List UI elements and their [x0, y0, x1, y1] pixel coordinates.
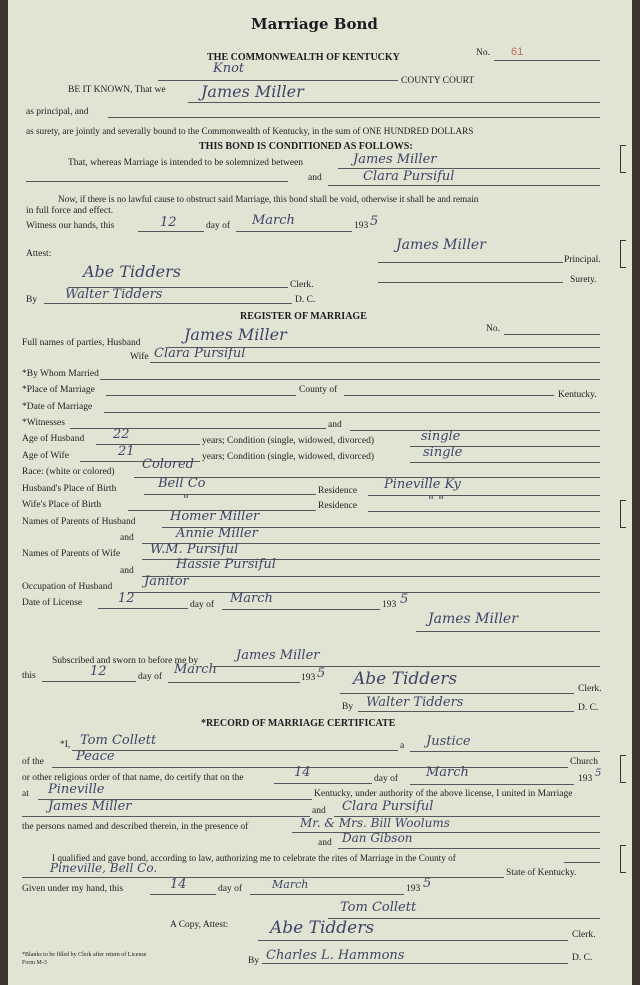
wife-full-name: Clara Pursiful: [154, 346, 246, 361]
rule: [22, 877, 504, 878]
principal-name: James Miller: [201, 82, 304, 101]
license-day-of: day of: [190, 600, 215, 610]
husband-residence-value: Pineville Ky: [384, 477, 461, 492]
surety-label: Surety.: [570, 275, 597, 285]
state-of-kentucky: State of Kentucky.: [506, 868, 577, 878]
mother-husband: Annie Miller: [176, 526, 258, 541]
parents-wife-label: Names of Parents of Wife: [22, 549, 121, 559]
occupation-value: Janitor: [144, 574, 189, 589]
margin-tab: [620, 755, 626, 783]
parents-husband-and: and: [120, 533, 134, 543]
mother-wife: Hassie Pursiful: [176, 557, 276, 572]
subscribed-year: 5: [317, 666, 326, 681]
license-day: 12: [118, 591, 135, 606]
kentucky-under-text: Kentucky, under authority of the above license, I united in Marriage: [314, 789, 573, 799]
cert-year-prefix: 193: [578, 774, 593, 784]
certificate-by-label: By: [248, 956, 260, 966]
form-number: Form M-3: [22, 960, 47, 966]
license-month: March: [230, 591, 273, 606]
church-label: Church: [570, 757, 598, 767]
register-clerk-signature: Abe Tidders: [353, 669, 458, 689]
rule: [258, 940, 568, 941]
kentucky-label: Kentucky.: [558, 390, 597, 400]
as-principal-text: as principal, and: [26, 107, 89, 117]
given-month: March: [272, 878, 309, 891]
united-and: and: [312, 806, 326, 816]
rule: [138, 231, 204, 232]
wife-birth-value: ": [183, 493, 189, 508]
age-wife-value: 21: [118, 444, 135, 459]
given-year-prefix: 193: [406, 884, 421, 894]
copy-attest-label: A Copy, Attest:: [170, 920, 229, 930]
rule: [98, 608, 188, 609]
clerk-label: Clerk.: [290, 280, 314, 290]
rule: [158, 80, 398, 81]
witness-1: Mr. & Mrs. Bill Woolums: [300, 816, 450, 830]
witness-2: Dan Gibson: [342, 831, 413, 845]
race-value: Colored: [142, 457, 194, 472]
county-of-label: County of: [299, 385, 338, 395]
rule: [504, 334, 600, 335]
rule: [344, 395, 554, 396]
husband-residence-label: Residence: [318, 486, 358, 496]
rule: [292, 832, 600, 833]
rule: [378, 262, 563, 263]
rule: [168, 682, 300, 683]
rule: [358, 711, 574, 712]
rule: [222, 609, 380, 610]
subscribed-name: James Miller: [236, 648, 320, 663]
rule: [368, 511, 600, 512]
rule: [236, 231, 352, 232]
certificate-clerk-signature: Abe Tidders: [270, 918, 375, 938]
qualified-text: I qualified and gave bond, according to law, authorizing me to celebrate the rites of Marriage in the County of: [52, 853, 456, 863]
rule: [378, 282, 563, 283]
rule: [150, 894, 216, 895]
rule: [70, 428, 326, 429]
occupation-label: Occupation of Husband: [22, 582, 113, 592]
attest-label: Attest:: [26, 249, 52, 259]
witness-hands-text: Witness our hands, this: [26, 221, 115, 231]
register-no-label: No.: [486, 324, 500, 334]
witness-and: and: [318, 838, 332, 848]
rule: [350, 430, 600, 431]
of-value: Peace: [76, 749, 115, 764]
rule: [106, 395, 296, 396]
dc-label: D. C.: [295, 295, 316, 305]
age-husband-value: 22: [113, 427, 130, 442]
wife-label: Wife: [130, 352, 149, 362]
rule: [150, 362, 600, 363]
county-court-label: COUNTY COURT: [401, 76, 475, 86]
rule: [564, 862, 600, 863]
document-title: Marriage Bond: [251, 15, 378, 33]
rule: [410, 784, 574, 785]
rule: [96, 444, 200, 445]
rule: [328, 185, 600, 186]
rule: [142, 576, 600, 577]
certificate-clerk-label: Clerk.: [572, 930, 596, 940]
subscribed-day-of: day of: [138, 672, 163, 682]
subscribed-month: March: [174, 662, 217, 677]
margin-tab: [620, 845, 626, 873]
rule: [72, 750, 398, 751]
party1-name: James Miller: [353, 152, 437, 167]
certificate-heading: *RECORD OF MARRIAGE CERTIFICATE: [201, 718, 396, 729]
wife-condition: single: [423, 445, 463, 460]
rule: [26, 181, 288, 182]
rule: [338, 848, 600, 849]
father-husband: Homer Miller: [170, 509, 260, 524]
cert-day: 14: [294, 765, 311, 780]
officiant-signature: Tom Collett: [340, 900, 417, 915]
whereas-text: That, whereas Marriage is intended to be solemnized between: [68, 158, 304, 168]
year-prefix: 193: [354, 221, 369, 231]
margin-tab: [620, 145, 626, 173]
cert-i-label: *I,: [60, 740, 71, 750]
margin-tab: [620, 240, 626, 268]
wife-birth-label: Wife's Place of Birth: [22, 500, 102, 510]
register-deputy-signature: Walter Tidders: [366, 695, 464, 710]
husband-birth-label: Husband's Place of Birth: [22, 484, 117, 494]
register-clerk-label: Clerk.: [578, 684, 602, 694]
groom-name: James Miller: [48, 799, 132, 814]
witnesses-and: and: [328, 420, 342, 430]
cert-day-of: day of: [374, 774, 399, 784]
footnote: *Blanks to be filled by Clerk after return of License: [22, 952, 147, 958]
now-if-text: Now, if there is no lawful cause to obstruct said Marriage, this bond shall be void, otherwise it shall be and remain: [58, 194, 479, 204]
bond-number-value: 61: [511, 46, 524, 58]
subscribed-this: this: [22, 671, 36, 681]
certificate-dc-label: D. C.: [572, 953, 593, 963]
bond-year: 5: [370, 214, 379, 229]
rule: [494, 60, 600, 61]
license-signature: James Miller: [428, 611, 518, 627]
county-of-celebration: Pineville, Bell Co.: [50, 861, 158, 875]
as-surety-text: as surety, are jointly and severally bound to the Commonwealth of Kentucky, in the sum of ONE HUNDRED DOLLARS: [26, 126, 474, 136]
of-the-label: of the: [22, 757, 44, 767]
license-year: 5: [400, 592, 409, 607]
cert-at-label: at: [22, 789, 29, 799]
bond-day: 12: [160, 215, 177, 230]
officiant-name: Tom Collett: [80, 733, 157, 748]
day-of-text: day of: [206, 221, 231, 231]
rule: [416, 631, 600, 632]
certificate-deputy-signature: Charles L. Hammons: [266, 948, 405, 963]
date-of-marriage-label: *Date of Marriage: [22, 402, 93, 412]
rule: [108, 117, 600, 118]
wife-residence-label: Residence: [318, 501, 358, 511]
register-by-label: By: [342, 702, 354, 712]
given-day: 14: [170, 877, 187, 892]
witnesses-label: *Witnesses: [22, 418, 65, 428]
condition-label-husband: years; Condition (single, widowed, divorced): [202, 436, 375, 446]
husband-full-name-label: Full names of parties, Husband: [22, 338, 141, 348]
rule: [104, 412, 600, 413]
rule: [368, 495, 600, 496]
place-label: *Place of Marriage: [22, 385, 95, 395]
subscribed-year-prefix: 193: [301, 673, 316, 683]
given-day-of: day of: [218, 884, 243, 894]
age-wife-label: Age of Wife: [22, 451, 69, 461]
margin-tab: [620, 500, 626, 528]
rule: [144, 494, 316, 495]
clerk-signature: Abe Tidders: [83, 262, 181, 281]
persons-named-text: the persons named and described therein, in the presence of: [22, 822, 249, 832]
given-under-text: Given under my hand, this: [22, 884, 124, 894]
register-dc-label: D. C.: [578, 703, 599, 713]
rule: [340, 693, 574, 694]
commonwealth-heading: THE COMMONWEALTH OF KENTUCKY: [207, 52, 400, 63]
conditioned-heading: THIS BOND IS CONDITIONED AS FOLLOWS:: [199, 141, 413, 152]
rule: [128, 592, 600, 593]
bond-number-label: No.: [476, 48, 490, 58]
rule: [214, 666, 600, 667]
subscribed-day: 12: [90, 664, 107, 679]
party2-name: Clara Pursiful: [363, 169, 455, 184]
religious-order-text: or other religious order of that name, do certify that on the: [22, 773, 244, 783]
in-force-text: in full force and effect.: [26, 206, 114, 216]
parents-wife-and: and: [120, 566, 134, 576]
husband-condition: single: [421, 429, 461, 444]
rule: [44, 303, 292, 304]
father-wife: W.M. Pursiful: [150, 542, 239, 557]
deputy-signature: Walter Tidders: [65, 287, 163, 302]
bride-name: Clara Pursiful: [342, 799, 434, 814]
license-year-prefix: 193: [382, 600, 397, 610]
rule: [410, 751, 600, 752]
county-value: Knot: [213, 61, 245, 76]
race-label: Race: (white or colored): [22, 467, 115, 477]
bond-month: March: [252, 213, 295, 228]
cert-place: Pineville: [48, 782, 105, 797]
rule: [22, 816, 310, 817]
and-text: and: [308, 173, 322, 183]
rule: [42, 681, 136, 682]
officiant-title: Justice: [426, 734, 471, 749]
subscribed-text: Subscribed and sworn to before me by: [52, 656, 199, 666]
register-heading: REGISTER OF MARRIAGE: [240, 311, 367, 322]
be-it-known-text: BE IT KNOWN, That we: [68, 85, 166, 95]
cert-month: March: [426, 765, 469, 780]
rule: [100, 379, 600, 380]
husband-full-name: James Miller: [184, 325, 287, 344]
husband-birth-value: Bell Co: [158, 476, 206, 491]
date-license-label: Date of License: [22, 598, 83, 608]
cert-year: 5: [595, 768, 602, 779]
by-whom-label: *By Whom Married: [22, 369, 99, 379]
age-husband-label: Age of Husband: [22, 434, 85, 444]
condition-label-wife: years; Condition (single, widowed, divorced): [202, 452, 375, 462]
marriage-bond-document: [8, 0, 632, 985]
rule: [274, 783, 372, 784]
rule: [250, 894, 404, 895]
rule: [410, 462, 600, 463]
parents-husband-label: Names of Parents of Husband: [22, 517, 136, 527]
principal-signature: James Miller: [396, 237, 486, 253]
rule: [188, 102, 600, 103]
cert-a-label: a: [400, 741, 405, 751]
rule: [262, 963, 568, 964]
wife-residence-value: " ": [428, 494, 445, 509]
by-label: By: [26, 295, 38, 305]
given-year: 5: [423, 876, 432, 891]
principal-label: Principal.: [564, 255, 601, 265]
